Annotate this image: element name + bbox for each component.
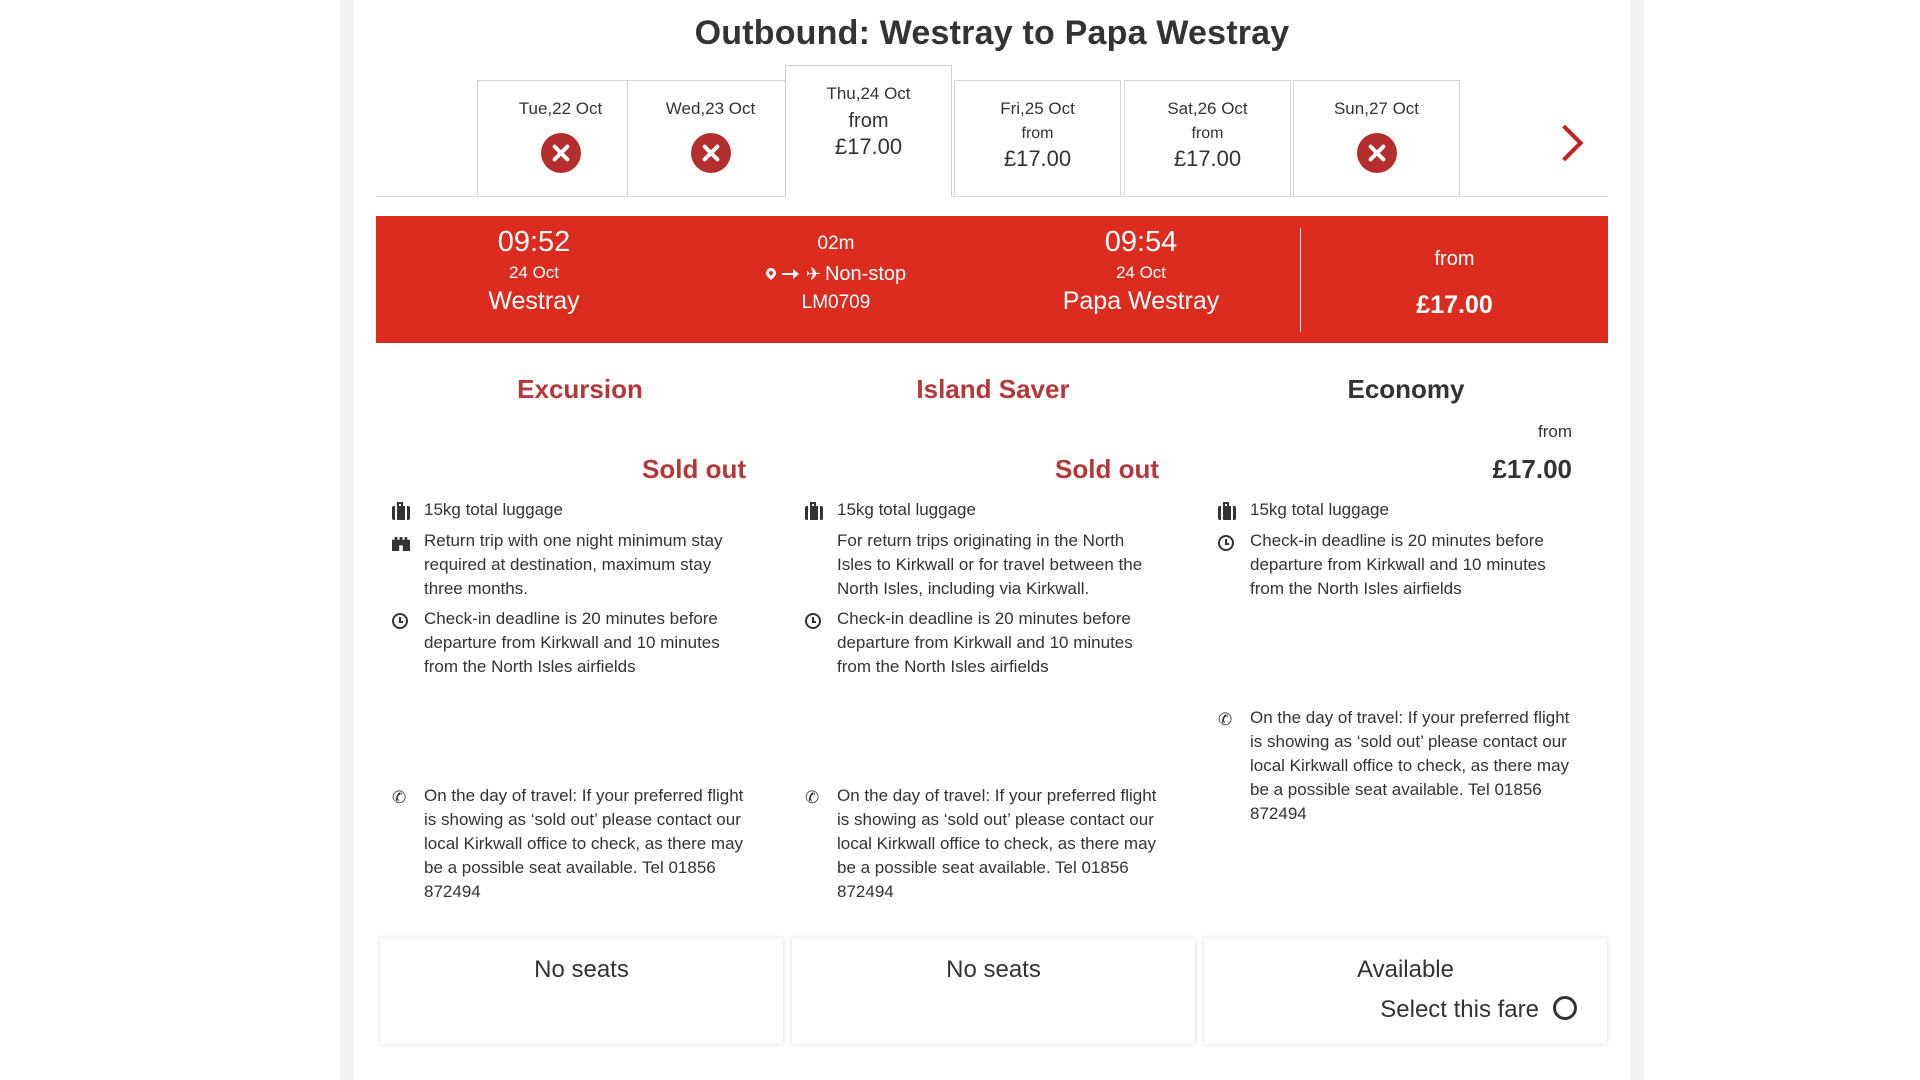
flight-price: £17.00 xyxy=(1416,291,1493,319)
tab-from-label: from xyxy=(1191,125,1224,142)
feature-restriction: Return trip with one night minimum stay required at destination, maximum stay three months. xyxy=(424,529,744,601)
date-tab-tue-22[interactable] xyxy=(477,80,644,196)
page-gutter-right xyxy=(1630,0,1644,1080)
departure-date: 24 Oct xyxy=(508,263,560,282)
phone-icon: ✆ xyxy=(805,788,820,807)
seat-box-island-saver xyxy=(792,938,1195,1044)
fare-status: Sold out xyxy=(1055,454,1159,484)
feature-luggage: 15kg total luggage xyxy=(1250,498,1570,522)
stops-row xyxy=(706,263,966,286)
tab-price: £17.00 xyxy=(1003,146,1072,171)
arrival-time: 09:54 xyxy=(1104,226,1178,258)
plane-icon: ✈ xyxy=(805,264,821,284)
luggage-icon xyxy=(805,500,825,520)
castle-icon xyxy=(392,531,412,551)
departure-info xyxy=(416,216,652,316)
unavailable-icon xyxy=(541,133,581,173)
feature-checkin: Check-in deadline is 20 minutes before departure from Kirkwall and 10 minutes from the North Isles airfields xyxy=(837,607,1157,679)
date-tab-sun-27[interactable] xyxy=(1293,80,1460,196)
stops-label: Non-stop xyxy=(824,263,907,285)
clock-icon xyxy=(392,609,412,629)
arrival-date: 24 Oct xyxy=(1115,263,1167,282)
fare-name: Economy xyxy=(1347,374,1465,404)
select-fare-radio[interactable] xyxy=(1553,996,1577,1020)
unavailable-icon xyxy=(1357,133,1397,173)
feature-contact: ✆ On the day of travel: If your preferred flight is showing as ‘sold out’ please contact our local Kirkwall office to check, as there may be a possible seat available. Tel 01856 872494 xyxy=(1218,708,1570,823)
feature-luggage: 15kg total luggage xyxy=(837,498,1157,522)
fare-name: Excursion xyxy=(517,374,643,404)
departure-time: 09:52 xyxy=(497,226,571,258)
feature-checkin: Check-in deadline is 20 minutes before departure from Kirkwall and 10 minutes from the North Isles airfields xyxy=(1250,529,1570,601)
fare-name: Island Saver xyxy=(916,374,1070,404)
luggage-icon xyxy=(392,500,412,520)
feature-contact: ✆ On the day of travel: If your preferred flight is showing as ‘sold out’ please contact our local Kirkwall office to check, as there may be a possible seat available. Tel 01856 872494 xyxy=(392,786,744,901)
flight-code: LM0709 xyxy=(801,292,871,313)
date-tab-thu-24[interactable] xyxy=(785,65,952,197)
feature-checkin: Check-in deadline is 20 minutes before departure from Kirkwall and 10 minutes from the North Isles airfields xyxy=(424,607,744,679)
tab-date: Sat,26 Oct xyxy=(1167,99,1248,118)
phone-icon: ✆ xyxy=(392,788,407,807)
page-title: Outbound: Westray to Papa Westray xyxy=(694,14,1290,52)
phone-icon: ✆ xyxy=(1218,710,1233,729)
seat-box-economy[interactable] xyxy=(1204,938,1607,1044)
fare-from-label: from xyxy=(1538,422,1572,441)
fare-price: £17.00 xyxy=(1492,454,1572,484)
page-gutter-left xyxy=(340,0,354,1080)
tabs-baseline xyxy=(376,196,1608,197)
date-tab-wed-23[interactable] xyxy=(627,80,794,196)
seat-status: No seats xyxy=(946,956,1041,983)
arrow-right-icon xyxy=(782,273,798,275)
tab-date: Fri,25 Oct xyxy=(1000,99,1075,118)
tab-price: £17.00 xyxy=(1173,146,1242,171)
clock-icon xyxy=(805,609,825,629)
tab-date: Thu,24 Oct xyxy=(826,84,911,103)
select-fare-option[interactable] xyxy=(1380,996,1577,1024)
fare-status: Sold out xyxy=(642,454,746,484)
seat-box-excursion xyxy=(380,938,783,1044)
flight-details xyxy=(706,216,966,314)
feature-contact: ✆ On the day of travel: If your preferred flight is showing as ‘sold out’ please contact our local Kirkwall office to check, as there may be a possible seat available. Tel 01856 872494 xyxy=(805,786,1157,901)
feature-luggage: 15kg total luggage xyxy=(424,498,744,522)
tab-date: Sun,27 Oct xyxy=(1333,99,1420,118)
seat-status: Available xyxy=(1357,956,1454,983)
clock-icon xyxy=(1218,531,1238,551)
tab-date: Wed,23 Oct xyxy=(665,99,756,118)
select-fare-label: Select this fare xyxy=(1380,996,1539,1023)
map-pin-icon xyxy=(764,266,778,280)
flight-from-label: from xyxy=(1434,248,1475,270)
luggage-icon xyxy=(1218,500,1238,520)
date-tab-sat-26[interactable] xyxy=(1124,80,1291,196)
unavailable-icon xyxy=(691,133,731,173)
departure-place: Westray xyxy=(488,287,580,315)
arrival-info xyxy=(1016,216,1266,316)
tab-price: £17.00 xyxy=(834,134,903,159)
tab-from-label: from xyxy=(1021,125,1054,142)
flight-summary-bar[interactable] xyxy=(376,216,1608,343)
tab-from-label: from xyxy=(848,110,889,132)
seat-status: No seats xyxy=(534,956,629,983)
tab-date: Tue,22 Oct xyxy=(518,99,603,118)
flight-price-info xyxy=(1301,216,1608,320)
flight-duration: 02m xyxy=(817,233,855,254)
date-tab-fri-25[interactable] xyxy=(954,80,1121,196)
feature-restriction: For return trips originating in the North Isles to Kirkwall or for travel between the North Isles, including via Kirkwall. xyxy=(837,531,1143,598)
arrival-place: Papa Westray xyxy=(1062,287,1220,315)
